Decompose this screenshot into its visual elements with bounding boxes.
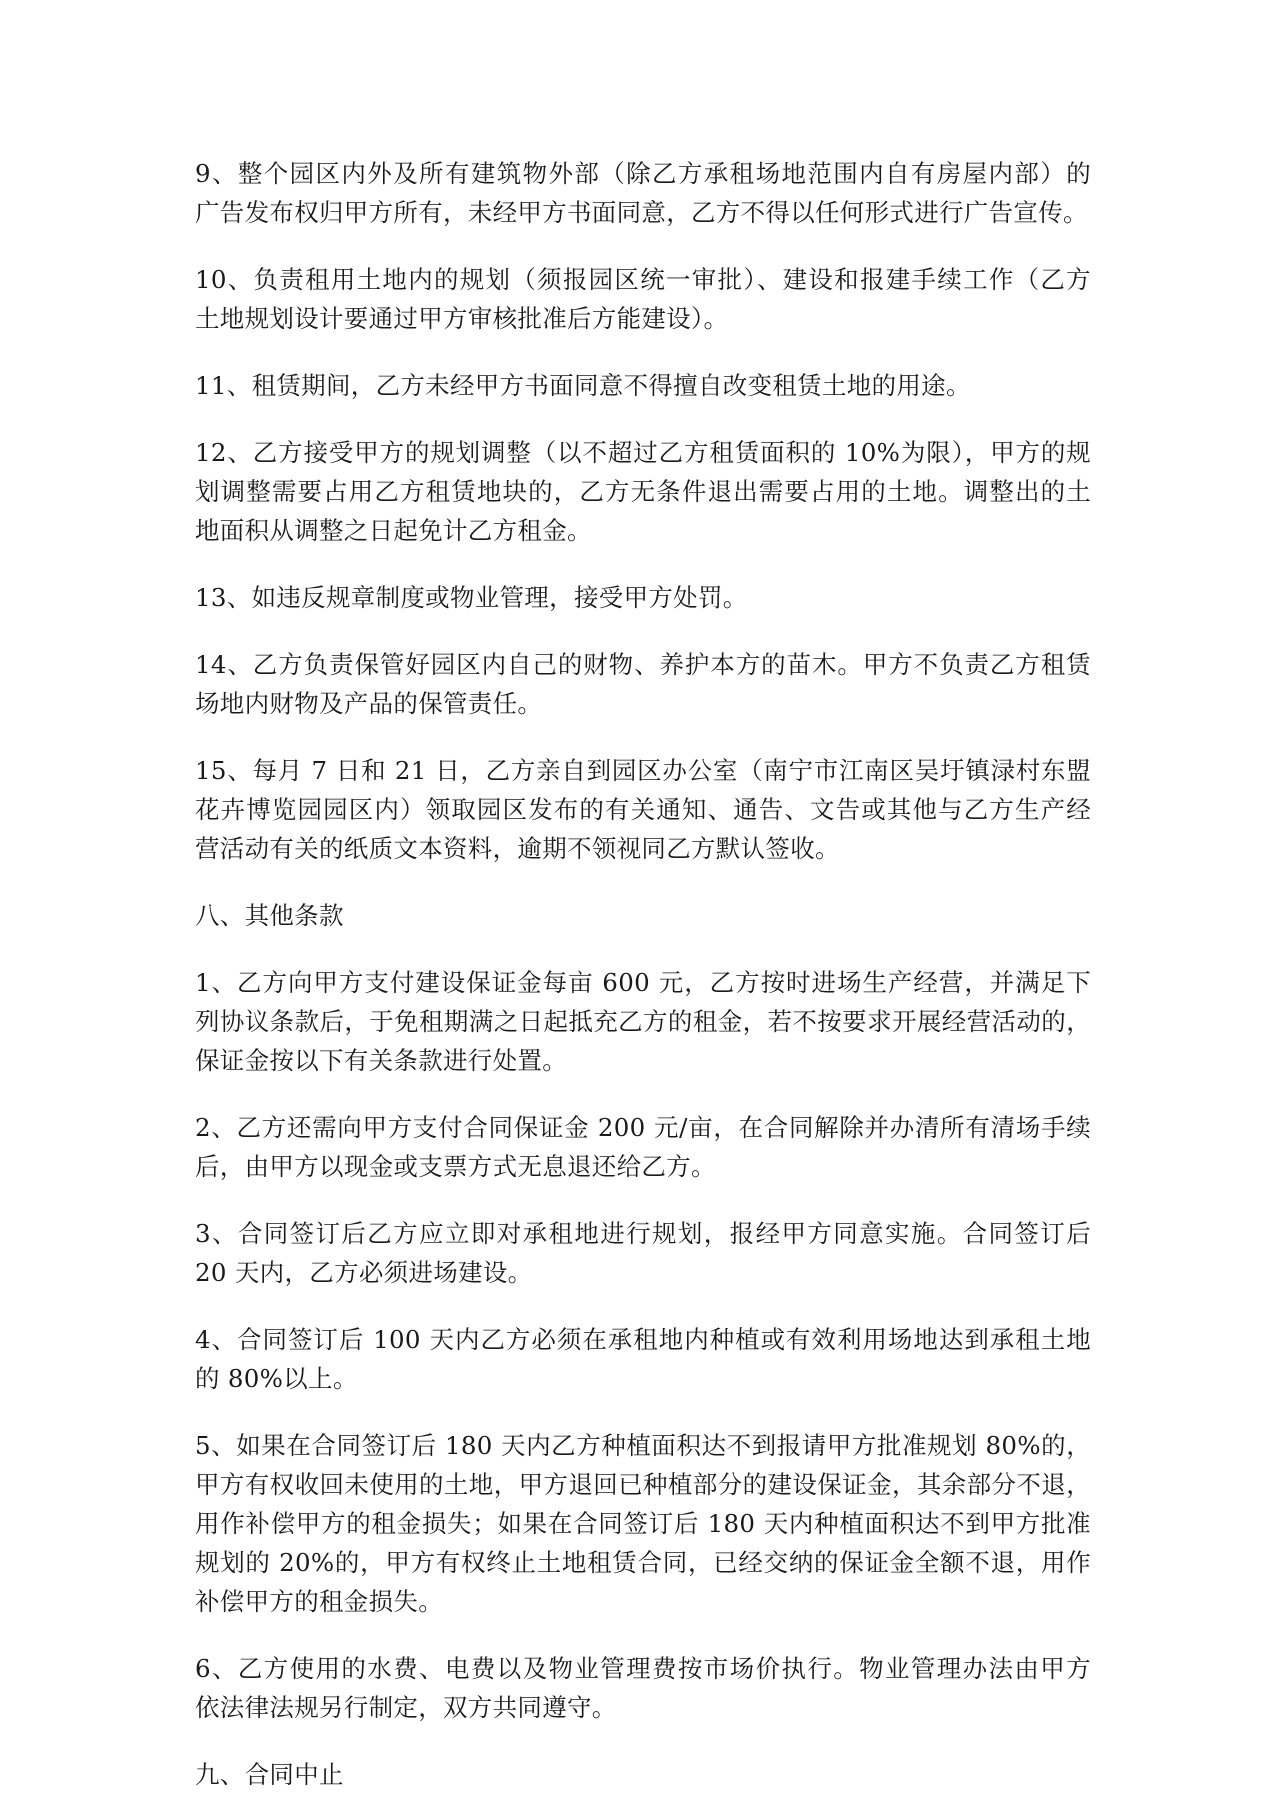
clause-line: 9、整个园区内外及所有建筑物外部（除乙方承租场地范围内自有房屋内部）的 [195,159,1091,188]
clause-line: 列协议条款后，于免租期满之日起抵充乙方的租金，若不按要求开展经营活动的， [195,1007,1091,1036]
clause-line: 后，由甲方以现金或支票方式无息退还给乙方。 [195,1152,716,1181]
clause-line: 13、如违反规章制度或物业管理，接受甲方处罚。 [195,583,748,612]
clause-line: 花卉博览园园区内）领取园区发布的有关通知、通告、文告或其他与乙方生产经 [195,795,1091,824]
section-8-heading: 八、其他条款 [195,901,344,930]
clause-line: 地面积从调整之日起免计乙方租金。 [195,516,592,545]
clause-paragraph [195,578,1091,617]
clauses-9-to-15 [195,154,1091,868]
section-9-heading: 九、合同中止 [195,1760,344,1789]
clause-line: 规划的 20%的，甲方有权终止土地租赁合同，已经交纳的保证金全额不退，用作 [195,1548,1091,1577]
clause-line: 6、乙方使用的水费、电费以及物业管理费按市场价执行。物业管理办法由甲方 [195,1654,1091,1683]
clause-line: 保证金按以下有关条款进行处置。 [195,1046,567,1075]
clause-line: 划调整需要占用乙方租赁地块的，乙方无条件退出需要占用的土地。调整出的土 [195,477,1091,506]
clause-paragraph [195,1320,1091,1398]
clause-line: 11、租赁期间，乙方未经甲方书面同意不得擅自改变租赁土地的用途。 [195,371,971,400]
clause-paragraph [195,433,1091,550]
clause-line: 10、负责租用土地内的规划（须报园区统一审批）、建设和报建手续工作（乙方 [195,265,1091,294]
clause-paragraph [195,1426,1091,1621]
clause-paragraph [195,260,1091,338]
clause-line: 的 80%以上。 [195,1364,358,1393]
clause-line: 2、乙方还需向甲方支付合同保证金 200 元/亩，在合同解除并办清所有清场手续 [195,1113,1091,1142]
clause-line: 15、每月 7 日和 21 日，乙方亲自到园区办公室（南宁市江南区吴圩镇渌村东盟 [195,756,1091,785]
clause-paragraph [195,645,1091,723]
clause-line: 补偿甲方的租金损失。 [195,1587,443,1616]
other-terms-clauses [195,963,1091,1727]
clause-paragraph [195,751,1091,868]
clause-line: 依法律法规另行制定，双方共同遵守。 [195,1693,617,1722]
clause-paragraph [195,1108,1091,1186]
clause-line: 场地内财物及产品的保管责任。 [195,689,543,718]
clause-line: 甲方有权收回未使用的土地，甲方退回已种植部分的建设保证金，其余部分不退， [195,1470,1091,1499]
clause-line: 营活动有关的纸质文本资料，逾期不领视同乙方默认签收。 [195,834,840,863]
clause-line: 用作补偿甲方的租金损失；如果在合同签订后 180 天内种植面积达不到甲方批准 [195,1509,1091,1538]
clause-line: 广告发布权归甲方所有，未经甲方书面同意，乙方不得以任何形式进行广告宣传。 [195,198,1088,227]
clause-line: 20 天内，乙方必须进场建设。 [195,1258,533,1287]
clause-paragraph [195,366,1091,405]
clause-paragraph [195,154,1091,232]
clause-line: 1、乙方向甲方支付建设保证金每亩 600 元，乙方按时进场生产经营，并满足下 [195,968,1091,997]
clause-paragraph [195,1649,1091,1727]
clause-line: 5、如果在合同签订后 180 天内乙方种植面积达不到报请甲方批准规划 80%的， [195,1431,1091,1460]
clause-line: 3、合同签订后乙方应立即对承租地进行规划，报经甲方同意实施。合同签订后 [195,1219,1091,1248]
clause-line: 14、乙方负责保管好园区内自己的财物、养护本方的苗木。甲方不负责乙方租赁 [195,650,1091,679]
clause-paragraph [195,1214,1091,1292]
clause-paragraph [195,963,1091,1080]
clause-line: 土地规划设计要通过甲方审核批准后方能建设）。 [195,304,729,333]
clause-line: 12、乙方接受甲方的规划调整（以不超过乙方租赁面积的 10%为限），甲方的规 [195,438,1091,467]
clause-line: 4、合同签订后 100 天内乙方必须在承租地内种植或有效利用场地达到承租土地 [195,1325,1091,1354]
